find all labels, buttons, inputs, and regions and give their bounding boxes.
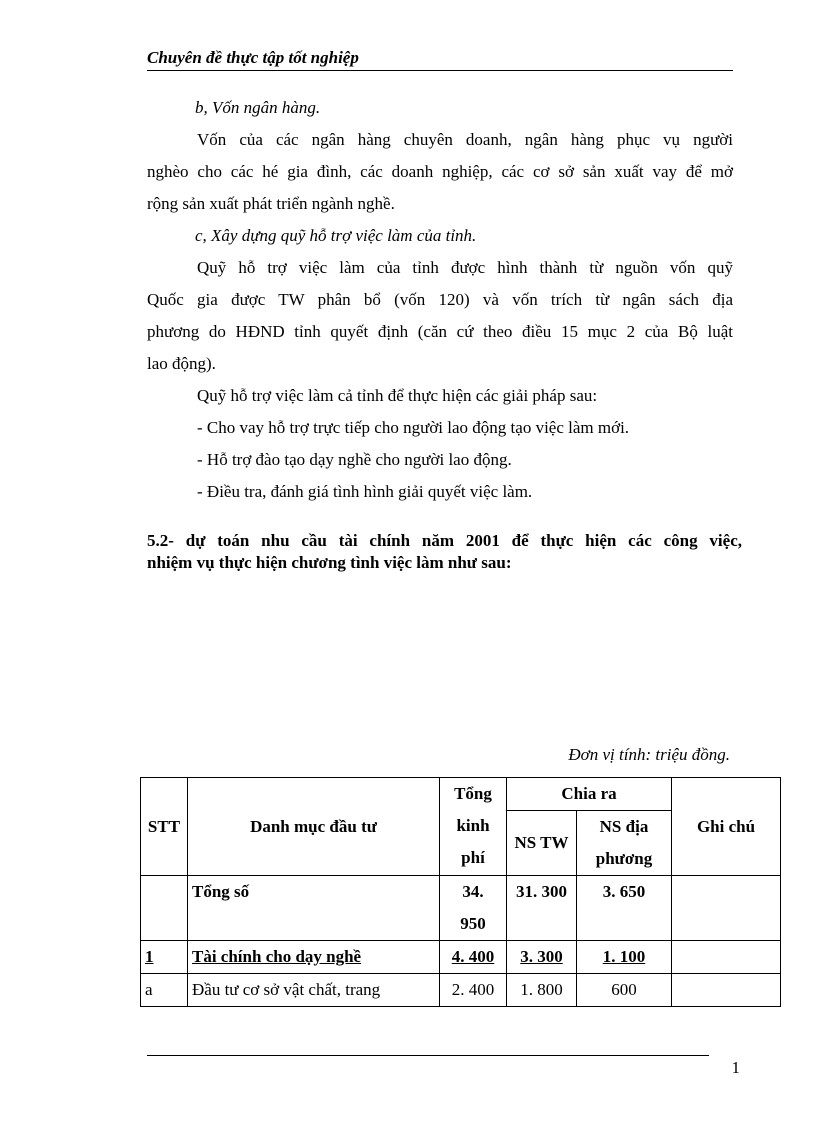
text-line: Quỹ hỗ trợ việc làm của tỉnh được hình thành từ nguồn vốn quỹ — [197, 258, 733, 277]
header-ns-local — [577, 811, 672, 876]
text-line: nghèo cho các hé gia đình, các doanh nghiệp, các cơ sở sản xuất vay để mở — [147, 162, 733, 181]
cell-total-line: 950 — [460, 914, 486, 933]
header-ns-tw: NS TW — [507, 811, 577, 876]
heading-line: nhiệm vụ thực hiện chương tình việc làm như sau: — [147, 553, 512, 572]
cell-total-text: 4. 400 — [451, 947, 495, 966]
footer-divider — [147, 1055, 709, 1056]
table-row — [141, 974, 781, 1007]
cell-name — [188, 941, 440, 974]
cell-stt — [141, 941, 188, 974]
cell-local — [577, 941, 672, 974]
bullet-item: - Điều tra, đánh giá tình hình giải quyết việc làm. — [197, 482, 533, 501]
paragraph-b — [147, 124, 733, 220]
header-split: Chia ra — [507, 778, 672, 811]
text-line: Quốc gia được TW phân bổ (vốn 120) và vốn trích từ ngân sách địa — [147, 290, 733, 309]
text-line: Vốn của các ngân hàng chuyên doanh, ngân hàng phục vụ người — [197, 130, 733, 149]
budget-table — [140, 777, 781, 1007]
text-line: lao động). — [147, 354, 216, 373]
cell-stt-text: 1 — [145, 947, 154, 966]
header-total-line: kinh — [456, 816, 490, 835]
cell-stt: a — [141, 974, 188, 1007]
cell-total: 2. 400 — [440, 974, 507, 1007]
header-total-line: phí — [461, 848, 485, 867]
table-row — [141, 876, 781, 941]
text-line: rộng sản xuất phát triển ngành nghề. — [147, 194, 395, 213]
header-stt: STT — [141, 778, 188, 876]
page-number: 1 — [731, 1058, 740, 1077]
cell-stt — [141, 876, 188, 941]
text-line: Quỹ hỗ trợ việc làm cả tỉnh để thực hiện các giải pháp sau: — [197, 386, 598, 405]
table-header-row — [141, 778, 781, 811]
cell-local: 3. 650 — [577, 876, 672, 941]
cell-name: Tổng số — [188, 876, 440, 941]
cell-tw-text: 3. 300 — [520, 947, 563, 966]
header-ns-local-line: phương — [595, 849, 653, 868]
header-total-line: Tổng — [454, 784, 492, 803]
cell-tw — [507, 941, 577, 974]
cell-local: 600 — [577, 974, 672, 1007]
paragraph-d — [197, 380, 737, 508]
cell-name-text: Tài chính cho dạy nghề — [192, 947, 362, 966]
subheading-c: c, Xây dựng quỹ hỗ trợ việc làm của tỉnh. — [195, 226, 477, 245]
bullet-item: - Hỗ trợ đào tạo dạy nghề cho người lao động. — [197, 450, 512, 469]
page-header-title: Chuyên đề thực tập tốt nghiệp — [147, 48, 733, 71]
cell-note — [672, 941, 781, 974]
subheading-b: b, Vốn ngân hàng. — [195, 98, 321, 117]
bullet-item: - Cho vay hỗ trợ trực tiếp cho người lao động tạo việc làm mới. — [197, 418, 630, 437]
cell-total — [440, 941, 507, 974]
paragraph-c — [147, 252, 733, 380]
cell-tw: 1. 800 — [507, 974, 577, 1007]
cell-name: Đầu tư cơ sở vật chất, trang — [188, 974, 440, 1007]
cell-note — [672, 876, 781, 941]
header-note: Ghi chú — [672, 778, 781, 876]
text-line: phương do HĐND tỉnh quyết định (căn cứ theo điều 15 mục 2 của Bộ luật — [147, 322, 733, 341]
cell-total-line: 34. — [462, 882, 484, 901]
header-ns-local-line: NS địa — [599, 817, 649, 836]
header-category: Danh mục đầu tư — [188, 778, 440, 876]
cell-local-text: 1. 100 — [602, 947, 646, 966]
heading-line: 5.2- dự toán nhu cầu tài chính năm 2001 để thực hiện các công việc, — [147, 531, 742, 550]
header-total — [440, 778, 507, 876]
cell-total — [440, 876, 507, 941]
cell-note — [672, 974, 781, 1007]
table-row — [141, 941, 781, 974]
unit-note: Đơn vị tính: triệu đồng. — [568, 745, 730, 764]
cell-tw: 31. 300 — [507, 876, 577, 941]
section-heading — [147, 530, 742, 574]
